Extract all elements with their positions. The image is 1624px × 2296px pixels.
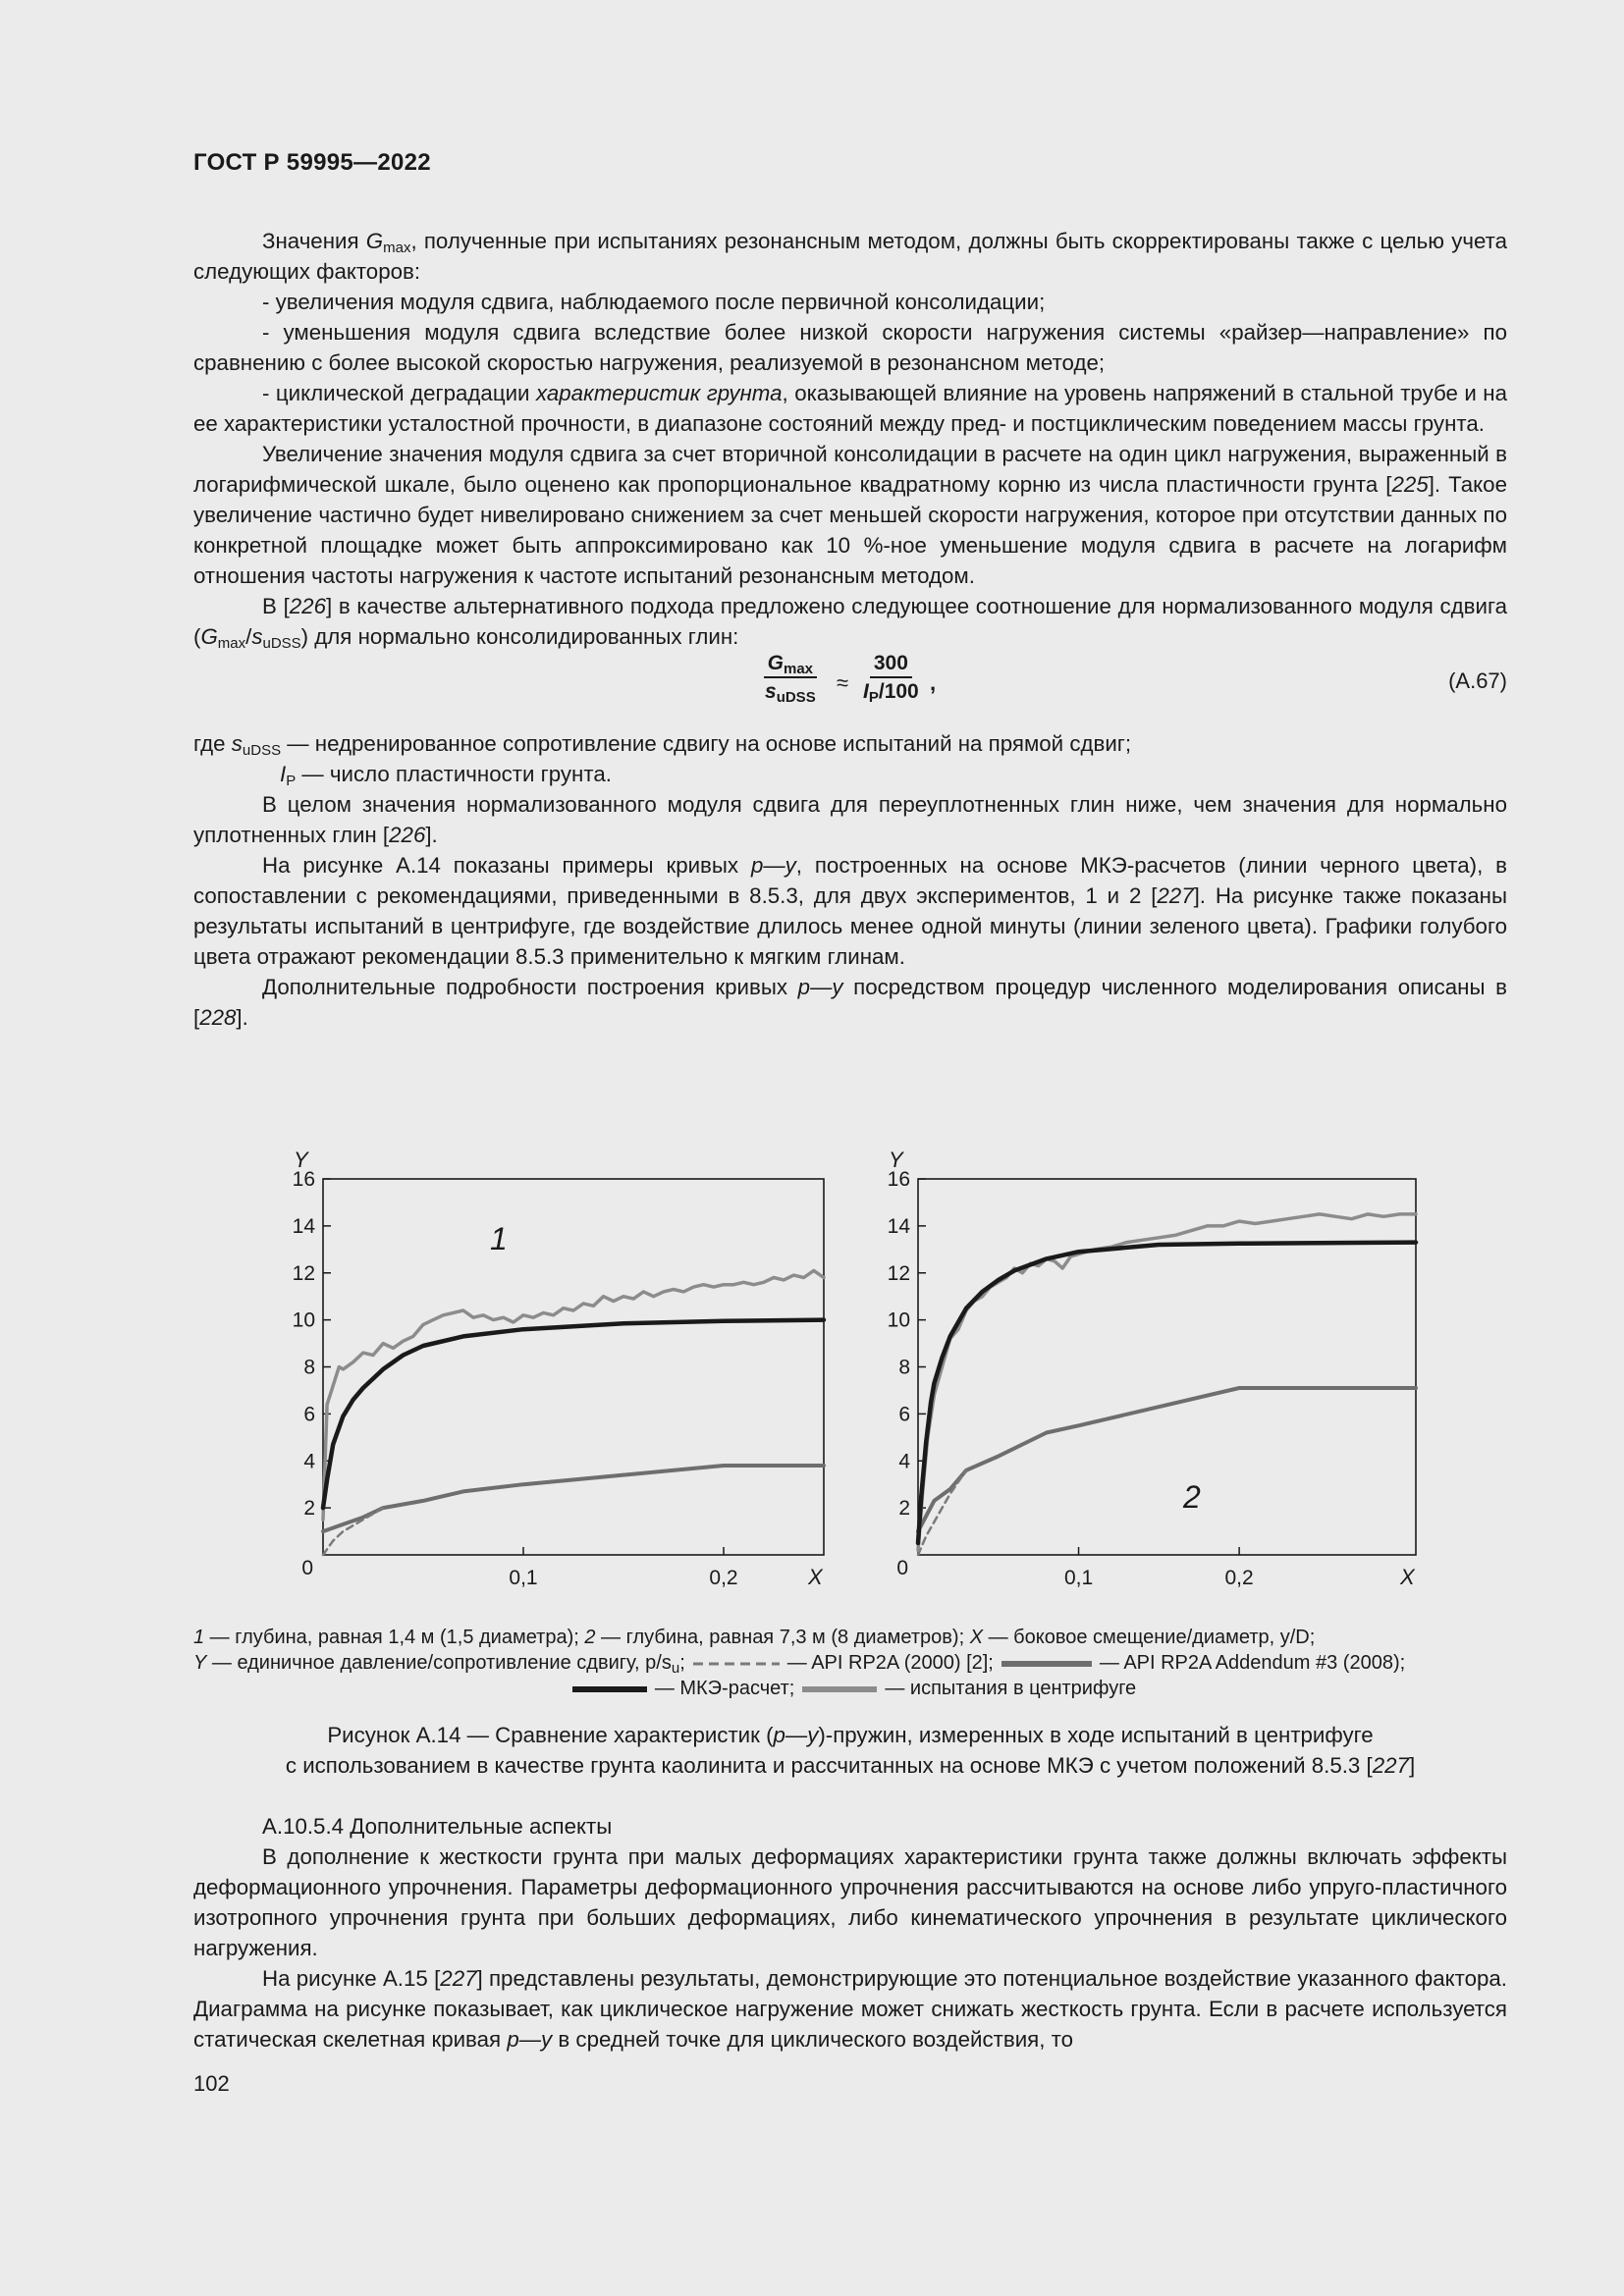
- text-block-bottom: [193, 1811, 1507, 2055]
- x-tick-label: 0,1: [509, 1567, 538, 1589]
- y-tick-label: 6: [898, 1403, 910, 1426]
- legend-swatch-api2008: [1000, 1659, 1094, 1669]
- formula-rhs: $\frac{300}{I_P/100}$: [863, 652, 919, 706]
- paragraph: Увеличение значения модуля сдвига за счет вторичной консолидации в расчете на один цикл нагружения, выраженный в логарифмической шкале, было оценено как пропорциональное квадратному корню из числа пластичности грунта [225]. Такое увеличение частично будет нивелировано снижением за счет меньшей скорости нагружения, которое при отсутствии данных по конкретной площадке может быть аппроксимировано как 10 %-ное уменьшение модуля сдвига в расчете на логарифм отношения частоты нагружения к частоте испытаний резонансным методом.: [193, 442, 1507, 588]
- y-tick-label: 6: [303, 1403, 315, 1426]
- y-axis-label: Y: [294, 1148, 308, 1172]
- series-line-api2000: [918, 1470, 966, 1555]
- paragraph: В [226] в качестве альтернативного подхода предложено следующее соотношение для нормализованного модуля сдвига $(G_{max}/s_{uDSS})$ для нормально консолидированных глин:: [193, 594, 1508, 652]
- text-block-top: [193, 226, 1507, 1033]
- legend-line-1: 1 — глубина, равная 1,4 м (1,5 диаметра); 2 — глубина, равная 7,3 м (8 диаметров); X — боковое смещение/диаметр, y/D;: [193, 1627, 1316, 1648]
- y-tick-label: 16: [292, 1168, 315, 1191]
- legend-line-3: — МКЭ-расчет; — испытания в центрифуге: [193, 1676, 1507, 1701]
- paragraph: Дополнительные подробности построения кривых p—y посредством процедур численного моделирования описаны в [228].: [193, 975, 1507, 1030]
- origin-label: 0: [301, 1557, 313, 1579]
- paragraph: На рисунке А.15 [227] представлены результаты, демонстрирующие это потенциальное воздействие указанного фактора. Диаграмма на рисунке показывает, как циклическое нагружение может снижать жесткость грунта. Если в расчете используется статическая скелетная кривая p—y в средней точке для циклического воздействия, то: [193, 1966, 1507, 2052]
- paragraph: В целом значения нормализованного модуля сдвига для переуплотненных глин ниже, чем значения для нормально уплотненных глин [226].: [193, 792, 1507, 847]
- approx-sign: ≈: [837, 670, 849, 695]
- formula-lhs: $G_{max}$ $s_{uDSS}$: [765, 652, 816, 706]
- series-line-api2008: [918, 1388, 1416, 1531]
- where-line: $I_P$ — число пластичности грунта.: [280, 762, 612, 789]
- panel-label: 2: [1183, 1479, 1201, 1515]
- paragraph: Значения $G_{max}$, полученные при испытаниях резонансным методом, должны быть скорректированы также с целью учета следующих факторов:: [193, 229, 1507, 284]
- y-tick-label: 12: [292, 1261, 315, 1285]
- series-line-api2008: [323, 1466, 824, 1531]
- y-axis-label: Y: [889, 1148, 903, 1172]
- y-tick-label: 8: [898, 1356, 910, 1379]
- y-tick-label: 10: [887, 1308, 910, 1332]
- x-axis-label: X: [1400, 1565, 1415, 1589]
- series-line-centrifuge: [323, 1270, 824, 1520]
- equation-number: (А.67): [1448, 668, 1507, 693]
- formula-comma: ,: [930, 670, 937, 695]
- y-tick-label: 16: [887, 1168, 910, 1191]
- legend-swatch-fem: [570, 1684, 649, 1694]
- x-tick-label: 0,2: [1224, 1567, 1254, 1589]
- panel-label: 1: [490, 1221, 508, 1256]
- x-tick-label: 0,1: [1063, 1567, 1094, 1589]
- figure-legend: [193, 1625, 1507, 1701]
- series-line-centrifuge: [918, 1214, 1416, 1550]
- y-tick-label: 4: [898, 1450, 910, 1473]
- bullet-item: - увеличения модуля сдвига, наблюдаемого после первичной консолидации;: [262, 290, 1046, 314]
- y-tick-label: 2: [898, 1497, 910, 1521]
- figure-caption: Рисунок А.14 — Сравнение характеристик (p—y)-пружин, измеренных в ходе испытаний в центрифуге с использованием в качестве грунта каолинита и рассчитанных на основе МКЭ с учетом положений 8.5.3 [227]: [285, 1723, 1416, 1778]
- y-tick-label: 4: [303, 1450, 315, 1473]
- x-tick-label: 0,2: [709, 1567, 738, 1589]
- y-tick-label: 8: [303, 1356, 315, 1379]
- legend-line-2: Y — единичное давление/сопротивление сдвигу, $p/s_u$; — API RP2A (2000) [2]; — API RP2A Addendum #3 (2008);: [193, 1652, 1406, 1677]
- legend-swatch-centrifuge: [800, 1684, 879, 1694]
- paragraph: В дополнение к жесткости грунта при малых деформациях характеристики грунта также должны включать эффекты деформационного упрочнения. Параметры деформационного упрочнения рассчитываются на основе либо упруго-пластичного изотропного упрочнения грунта при больших деформациях, либо кинематического упрочнения в результате циклического нагружения.: [193, 1844, 1507, 1960]
- series-line-api2000: [323, 1508, 383, 1555]
- chart-panel-2: [888, 1148, 1416, 1589]
- y-tick-label: 10: [292, 1308, 315, 1332]
- plot-frame: [323, 1179, 824, 1555]
- y-tick-label: 14: [887, 1214, 910, 1238]
- origin-label: 0: [896, 1557, 908, 1579]
- section-title: А.10.5.4 Дополнительные аспекты: [262, 1814, 613, 1839]
- chart-panel-1: [293, 1148, 824, 1589]
- paragraph: На рисунке А.14 показаны примеры кривых p—y, построенных на основе МКЭ-расчетов (линии черного цвета), в сопоставлении с рекомендациями, приведенными в 8.5.3, для двух экспериментов, 1 и 2 [227]. На рисунке также показаны результаты испытаний в центрифуге, где воздействие длилось менее одной минуты (линии зеленого цвета). Графики голубого цвета отражают рекомендации 8.5.3 применительно к мягким глинам.: [193, 853, 1507, 969]
- where-line: где $s_{uDSS}$ — недренированное сопротивление сдвигу на основе испытаний на прямой сдвиг;: [193, 731, 1132, 759]
- y-tick-label: 2: [303, 1497, 315, 1521]
- bullet-item: - уменьшения модуля сдвига вследствие более низкой скорости нагружения системы «райзер—направление» по сравнению с более высокой скоростью нагружения, реализуемой в резонансном методе;: [193, 320, 1507, 375]
- figure-a14: [193, 1137, 1507, 1598]
- page-number: 102: [193, 2071, 230, 2096]
- document-header: ГОСТ Р 59995—2022: [193, 149, 431, 176]
- legend-swatch-api2000: [691, 1660, 782, 1668]
- x-axis-label: X: [808, 1565, 823, 1589]
- y-tick-label: 12: [887, 1261, 910, 1285]
- y-tick-label: 14: [292, 1214, 315, 1238]
- bullet-item: - циклической деградации характеристик грунта, оказывающей влияние на уровень напряжений в стальной трубе и на ее характеристики усталостной прочности, в диапазоне состояний между пред- и постциклическим поведением массы грунта.: [193, 381, 1507, 436]
- formula-a67: [193, 652, 1507, 728]
